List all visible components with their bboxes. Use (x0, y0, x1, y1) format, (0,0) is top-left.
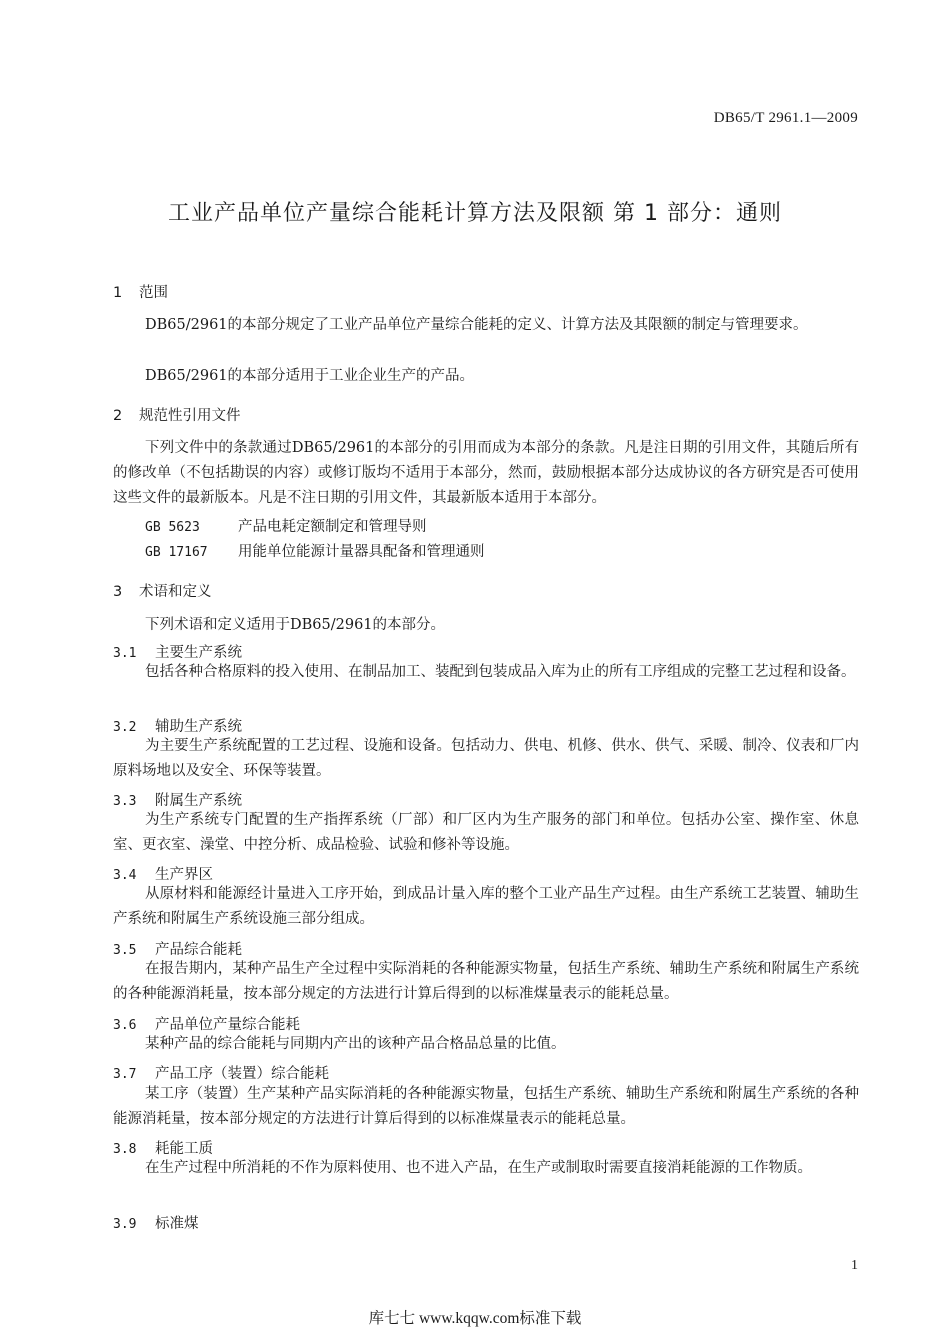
term-number: 3.8 (113, 1142, 137, 1157)
term-number: 3.1 (113, 646, 137, 661)
term-definition: 为生产系统专门配置的生产指挥系统（厂部）和厂区内为生产服务的部门和单位。包括办公室、操作室、休息室、更衣室、澡堂、中控分析、成品检验、试验和修补等设施。 (113, 812, 859, 853)
term-title: 产品综合能耗 (155, 942, 242, 958)
section-number: 1 (113, 285, 123, 301)
term-title: 主要生产系统 (155, 645, 242, 661)
document-title: 工业产品单位产量综合能耗计算方法及限额 第 1 部分：通则 (168, 201, 782, 226)
section-title: 规范性引用文件 (139, 408, 241, 424)
reference-item (145, 540, 485, 561)
section-number: 2 (113, 408, 123, 424)
term-definition: 在生产过程中所消耗的不作为原料使用、也不进入产品，在生产或制取时需要直接消耗能源的工作物质。 (145, 1160, 812, 1176)
section-heading-references (113, 404, 241, 425)
term-heading (113, 1212, 199, 1233)
term-number: 3.2 (113, 720, 137, 735)
term-definition: 某种产品的综合能耗与同期内产出的该种产品合格品总量的比值。 (145, 1036, 566, 1052)
term-definition: 某工序（装置）生产某种产品实际消耗的各种能源实物量，包括生产系统、辅助生产系统和附属生产系统的各种能源消耗量，按本部分规定的方法进行计算后得到的以标准煤量表示的能耗总量。 (113, 1086, 859, 1127)
term-title: 标准煤 (155, 1216, 199, 1232)
term-heading (113, 789, 242, 810)
section-heading-terms (113, 580, 212, 601)
term-number: 3.4 (113, 868, 137, 883)
term-title: 产品单位产量综合能耗 (155, 1017, 300, 1033)
term-heading (113, 938, 242, 959)
term-number: 3.7 (113, 1067, 137, 1082)
term-definition: 为主要生产系统配置的工艺过程、设施和设备。包括动力、供电、机修、供水、供气、采暖、制冷、仪表和厂内原料场地以及安全、环保等装置。 (113, 738, 859, 779)
section-heading-scope (113, 281, 168, 302)
footer-watermark: 库七七 www.kqqw.com标准下载 (368, 1310, 582, 1327)
standard-number: DB65/T 2961.1—2009 (713, 110, 858, 126)
page-number: 1 (851, 1258, 858, 1273)
term-heading (113, 863, 213, 884)
term-definition: 从原材料和能源经计量进入工序开始，到成品计量入库的整个工业产品生产过程。由生产系统工艺装置、辅助生产系统和附属生产系统设施三部分组成。 (113, 886, 859, 927)
term-title: 耗能工质 (155, 1141, 213, 1157)
section-number: 3 (113, 584, 123, 600)
term-definition: 在报告期内，某种产品生产全过程中实际消耗的各种能源实物量，包括生产系统、辅助生产系统和附属生产系统的各种能源消耗量，按本部分规定的方法进行计算后得到的以标准煤量表示的能耗总量。 (113, 961, 859, 1002)
term-number: 3.6 (113, 1018, 137, 1033)
term-heading (113, 715, 242, 736)
term-heading (113, 641, 242, 662)
reference-title: 产品电耗定额制定和管理导则 (238, 519, 427, 535)
paragraph: 下列文件中的条款通过DB65/2961的本部分的引用而成为本部分的条款。凡是注日期的引用文件，其随后所有的修改单（不包括勘误的内容）或修订版均不适用于本部分，然而，鼓励根据本部分达成协议的各方研究是否可使用这些文件的最新版本。凡是不注日期的引用文件，其最新版本适用于本部分。 (113, 440, 859, 506)
section-title: 范围 (139, 285, 168, 301)
term-title: 辅助生产系统 (155, 719, 242, 735)
reference-code: GB 17167 (145, 545, 208, 560)
paragraph: 下列术语和定义适用于DB65/2961的本部分。 (145, 617, 446, 633)
term-heading (113, 1013, 300, 1034)
reference-title: 用能单位能源计量器具配备和管理通则 (238, 544, 485, 560)
term-number: 3.3 (113, 794, 137, 809)
term-definition: 包括各种合格原料的投入使用、在制品加工、装配到包装成品入库为止的所有工序组成的完整工艺过程和设备。 (145, 664, 856, 680)
term-title: 附属生产系统 (155, 793, 242, 809)
paragraph: DB65/2961的本部分规定了工业产品单位产量综合能耗的定义、计算方法及其限额的制定与管理要求。 (145, 317, 808, 333)
paragraph: DB65/2961的本部分适用于工业企业生产的产品。 (145, 368, 475, 384)
reference-item (145, 515, 427, 536)
reference-code: GB 5623 (145, 520, 200, 535)
section-title: 术语和定义 (139, 584, 212, 600)
term-number: 3.9 (113, 1217, 137, 1232)
term-title: 产品工序（装置）综合能耗 (155, 1066, 329, 1082)
term-number: 3.5 (113, 943, 137, 958)
term-title: 生产界区 (155, 867, 213, 883)
term-heading (113, 1137, 213, 1158)
term-heading (113, 1062, 329, 1083)
